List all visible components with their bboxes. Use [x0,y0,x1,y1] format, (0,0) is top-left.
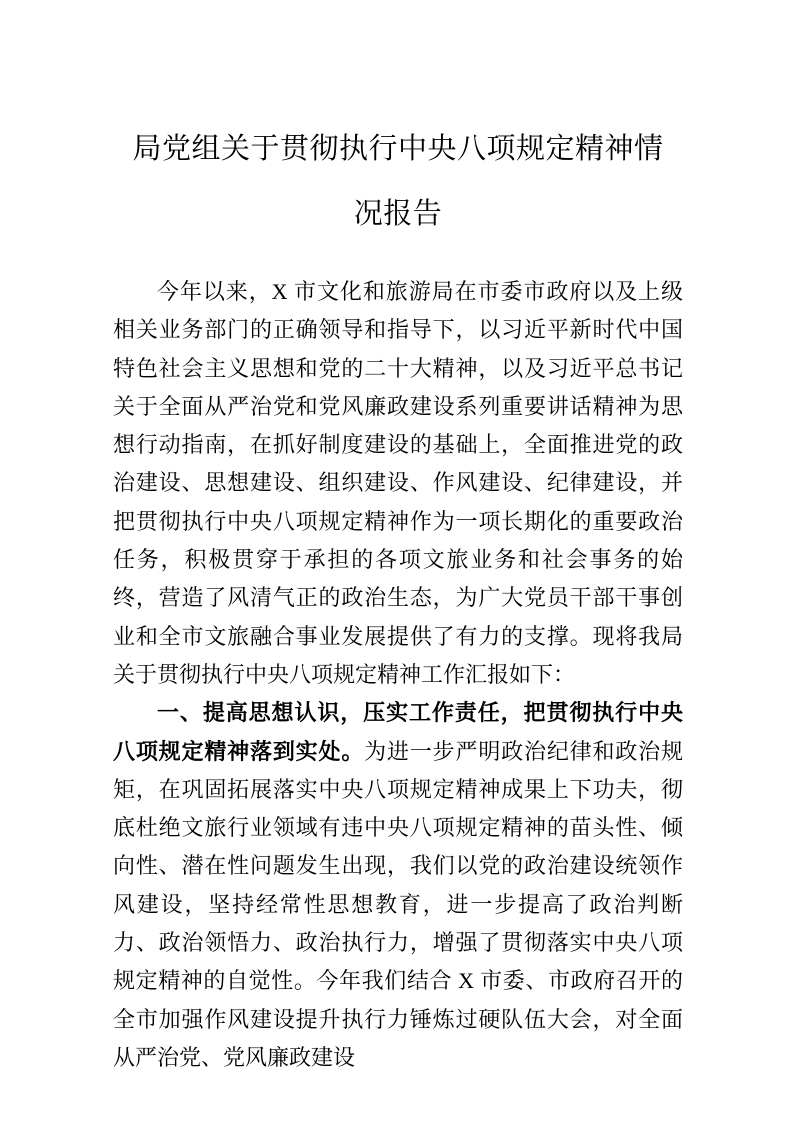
document-body [113,273,683,1077]
section-one-heading: 一、提高思想认识，压实工作责任，把贯彻执行中央八项规定精神落到实处。 [113,700,683,764]
section-one-text: 为进一步严明政治纪律和政治规矩，在巩固拓展落实中央八项规定精神成果上下功夫，彻底杜绝文旅行业领域有违中央八项规定精神的苗头性、倾向性、潜在性问题发生出现，我们以党的政治建设统领作风建设，坚持经常性思想教育，进一步提高了政治判断力、政治领悟力、政治执行力，增强了贯彻落实中央八项规定精神的自觉性。今年我们结合 X 市委、市政府召开的全市加强作风建设提升执行力锤炼过硬队伍大会，对全面从严治党、党风廉政建设 [113,738,683,1070]
paragraph-section-one [113,694,683,1077]
paragraph-intro-text: 今年以来，X 市文化和旅游局在市委市政府以及上级相关业务部门的正确领导和指导下，以习近平新时代中国特色社会主义思想和党的二十大精神，以及习近平总书记关于全面从严治党和党风廉政建设系列重要讲话精神为思想行动指南，在抓好制度建设的基础上，全面推进党的政治建设、思想建设、组织建设、作风建设、纪律建设，并把贯彻执行中央八项规定精神作为一项长期化的重要政治任务，积极贯穿于承担的各项文旅业务和社会事务的始终，营造了风清气正的政治生态，为广大党员干部干事创业和全市文旅融合事业发展提供了有力的支撑。现将我局关于贯彻执行中央八项规定精神工作汇报如下： [113,279,683,687]
document-title-line-1: 局党组关于贯彻执行中央八项规定精神情 [132,133,664,165]
document-title-line-2: 况报告 [353,198,443,230]
document-title [113,117,683,247]
paragraph-intro [113,273,683,694]
